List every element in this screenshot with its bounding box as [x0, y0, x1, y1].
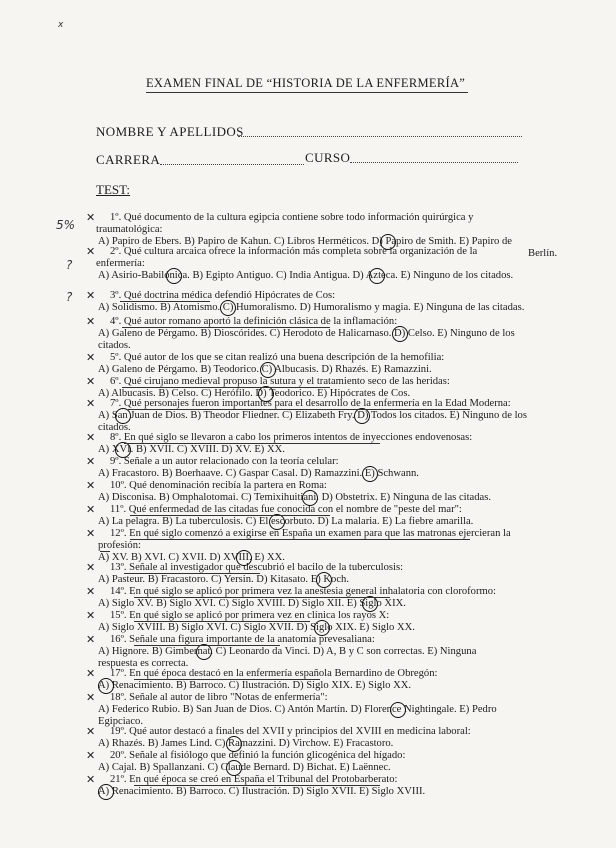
- question-text: 14º. En qué siglo se aplicó por primera vez la anestesia general inhalatoria con cloroformo:: [110, 586, 496, 597]
- question-line: A) Hignore. B) Gimbernat. C) Leonardo da Vinci. D) A, B y C son correctas. E) Ninguna: [98, 646, 477, 657]
- answer-circle-mark: [226, 736, 242, 752]
- handwritten-underline: [120, 301, 210, 302]
- question-line: A) Pasteur. B) Fracastoro. C) Yersin. D) Kitasato. E) Koch.: [98, 574, 349, 585]
- cross-mark-icon: ✕: [86, 375, 96, 388]
- cross-mark-icon: ✕: [86, 633, 96, 646]
- question-text: 16º. Señale una figura importante de la anatomía prevesaliana:: [110, 634, 375, 645]
- handwritten-underline: [122, 387, 330, 388]
- answer-circle-mark: [314, 620, 330, 636]
- question-text: 11º. Qué enfermedad de las citadas fue conocida con el nombre de "peste del mar":: [110, 504, 462, 515]
- answer-circle-mark: [316, 572, 332, 588]
- question-text: 8º. En qué siglo se llevaron a cabo los primeros intentos de inyecciones endovenosas:: [110, 432, 473, 443]
- answer-circle-mark: [354, 408, 370, 424]
- question-line: Egipciaco.: [98, 716, 144, 727]
- cross-mark-icon: ✕: [86, 397, 96, 410]
- question-text: 4º. Qué autor romano aportó la definición clásica de la inflamación:: [110, 316, 398, 327]
- answer-circle-mark: [226, 760, 242, 776]
- question-text: 21º. En qué época se creó en España el Tribunal del Protobarberato:: [110, 774, 398, 785]
- question-line: A) XV. B) XVI. C) XVII. D) XVIII. E) XX.: [98, 552, 285, 563]
- question-line: A) Fracastoro. B) Boerhaave. C) Gaspar Casal. D) Ramazzini. E) Schwann.: [98, 468, 419, 479]
- answer-circle-mark: [220, 300, 236, 316]
- cross-mark-icon: ✕: [86, 585, 96, 598]
- question-text: 6º. Qué cirujano medieval propuso la sutura y el tratamiento seco de las heridas:: [110, 376, 450, 387]
- question-line: profesión:: [98, 540, 141, 551]
- question-line: respuesta es correcta.: [98, 658, 189, 669]
- question-line: enfermería:: [96, 258, 145, 269]
- margin-question-mark: ?: [66, 290, 73, 304]
- answer-circle-mark: [98, 784, 114, 800]
- question-text: 9º. Señale a un autor relacionado con la teoría celular:: [110, 456, 339, 467]
- question-text: 19º. Qué autor destacó a finales del XVII y principios del XVIII en medicina laboral:: [110, 726, 471, 737]
- answer-circle-mark: [380, 234, 396, 250]
- question-text: 10º. Qué denominación recibía la partera en Roma:: [110, 480, 327, 491]
- question-text: 5º. Qué autor de los que se citan realizó una buena descripción de la hemofilia:: [110, 352, 445, 363]
- cross-mark-icon: ✕: [86, 211, 96, 224]
- question-line: A) Siglo XV. B) Siglo XVI. C) Siglo XVIII. D) Siglo XII. E) Siglo XIX.: [98, 598, 406, 609]
- answer-circle-mark: [362, 596, 378, 612]
- handwritten-underline: [134, 645, 280, 646]
- question-text: 20º. Señale al fisiólogo que definió la función glicogénica del hígado:: [110, 750, 406, 761]
- handwritten-underline: [124, 573, 260, 574]
- answer-circle-mark: [98, 678, 114, 694]
- question-line: traumatológica:: [96, 224, 163, 235]
- cross-mark-icon: ✕: [86, 351, 96, 364]
- answer-circle-mark: [166, 268, 182, 284]
- cross-mark-icon: ✕: [86, 503, 96, 516]
- question-line: A) Renacimiento. B) Barroco. C) Ilustración. D) Siglo XIX. E) Siglo XX.: [98, 680, 412, 691]
- cross-mark-icon: ✕: [86, 315, 96, 328]
- cross-mark-icon: ✕: [86, 527, 96, 540]
- cross-mark-icon: ✕: [86, 773, 96, 786]
- cross-mark-icon: ✕: [86, 479, 96, 492]
- answer-circle-mark: [258, 386, 274, 402]
- question-line: A) Federico Rubio. B) San Juan de Dios. C) Antón Martín. D) Florence Nightingale. E) Pedro: [98, 704, 497, 715]
- question-line: A) Solidismo. B) Atomismo. C) Humoralismo. D) Humoralismo y magia. E) Ninguna de las citadas.: [98, 302, 525, 313]
- question-line: A) Rhazés. B) James Lind. C) Ramazzini. D) Virchow. E) Fracastoro.: [98, 738, 394, 749]
- answer-circle-mark: [269, 514, 285, 530]
- question-line: A) Disconisa. B) Omphalotomai. C) Temixihuitiani. D) Obstetrix. E) Ninguna de las citadas.: [98, 492, 492, 503]
- answer-circle-mark: [392, 326, 408, 342]
- career-label: CARRERA: [96, 152, 161, 167]
- test-label: TEST:: [96, 182, 131, 197]
- question-line: A) Asirio-Babilónica. B) Egipto Antiguo. C) India Antigua. D) Azteca. E) Ninguno de los citados.: [98, 270, 514, 281]
- answer-circle-mark: [260, 362, 276, 378]
- answer-circle-mark: [115, 408, 131, 424]
- handwritten-underline: [122, 327, 330, 328]
- question-text: 12º. En qué siglo comenzó a exigirse en España un examen para que las matronas ejercieran la: [110, 528, 511, 539]
- cross-mark-icon: ✕: [86, 749, 96, 762]
- answer-circle-mark: [390, 702, 406, 718]
- handwritten-underline: [124, 443, 380, 444]
- answer-circle-mark: [115, 442, 131, 458]
- question-text: 18º. Señale al autor de libro "Notas de enfermería":: [110, 692, 328, 703]
- question-line: A) XVI. B) XVII. C) XVIII. D) XV. E) XX.: [98, 444, 285, 455]
- handwritten-underline: [134, 679, 320, 680]
- answer-circle-mark: [369, 268, 385, 284]
- handwritten-underline: [134, 621, 310, 622]
- question-text: 13º. Señale al investigador que descubrió el bacilo de la tuberculosis:: [110, 562, 404, 573]
- question-line: Berlín.: [528, 248, 558, 259]
- question-line: A) Galeno de Pérgamo. B) Dioscórides. C) Herodoto de Halicarnaso. D) Celso. E) Ninguno de los: [98, 328, 515, 339]
- course-label: CURSO: [305, 150, 351, 165]
- question-line: A) La pelagra. B) La tuberculosis. C) El escorbuto. D) La malaria. E) La fiebre amarilla.: [98, 516, 474, 527]
- handwritten-underline: [134, 785, 380, 786]
- margin-question-mark: ?: [66, 258, 73, 272]
- name-label: NOMBRE Y APELLIDOS: [96, 124, 244, 139]
- cross-mark-icon: ✕: [86, 245, 96, 258]
- question-text: 17º. En qué época destacó en la enfermería española Bernardino de Obregón:: [110, 668, 438, 679]
- question-text: 7º. Qué personajes fueron importantes para el desarrollo de la enfermería en la Edad Moderna:: [110, 398, 511, 409]
- cross-mark-icon: ✕: [86, 667, 96, 680]
- question-line: A) Albucasis. B) Celso. C) Herófilo. D) Teodorico. E) Hipócrates de Cos.: [98, 388, 411, 399]
- question-line: citados.: [98, 422, 131, 433]
- answer-circle-mark: [362, 466, 378, 482]
- handwritten-underline: [134, 597, 390, 598]
- question-line: A) Siglo XVIII. B) Siglo XVI. C) Siglo XVII. D) Siglo XIX. E) Siglo XX.: [98, 622, 415, 633]
- question-line: A) Cajal. B) Spallanzani. C) Claude Bernard. D) Bichat. E) Laënnec.: [98, 762, 391, 773]
- handwritten-underline: [128, 409, 470, 410]
- answer-circle-mark: [236, 550, 252, 566]
- cross-mark-icon: ✕: [86, 691, 96, 704]
- question-line: citados.: [98, 340, 131, 351]
- answer-circle-mark: [302, 490, 318, 506]
- question-line: A) San Juan de Dios. B) Theodor Fliedner. C) Elizabeth Fry. D) Todos los citados. E) Ninguno de los: [98, 410, 527, 421]
- cross-mark-icon: ✕: [86, 561, 96, 574]
- handwritten-underline: [100, 551, 110, 552]
- margin-score-mark: 5%: [56, 218, 76, 232]
- answer-circle-mark: [196, 644, 212, 660]
- cross-mark-icon: ✕: [86, 431, 96, 444]
- cross-mark-icon: ✕: [86, 609, 96, 622]
- cross-mark-icon: ✕: [86, 725, 96, 738]
- cross-mark-icon: ✕: [86, 289, 96, 302]
- question-text: 3º. Qué doctrina médica defendió Hipócrates de Cos:: [110, 290, 336, 301]
- exam-title: EXAMEN FINAL DE “HISTORIA DE LA ENFERMERÍA”: [146, 76, 466, 90]
- question-text: 1º. Qué documento de la cultura egipcia contiene sobre todo información quirúrgica y: [110, 212, 474, 223]
- question-line: A) Papiro de Ebers. B) Papiro de Kahun. C) Libros Herméticos. D) Papiro de Smith. E) Papiro de: [98, 236, 512, 247]
- handwritten-underline: [130, 515, 330, 516]
- question-line: A) Galeno de Pérgamo. B) Teodorico. C) Albucasis. D) Rhazés. E) Ramazzini.: [98, 364, 432, 375]
- question-line: A) Renacimiento. B) Barroco. C) Ilustración. D) Siglo XVII. E) Siglo XVIII.: [98, 786, 426, 797]
- question-text: 15º. En qué siglo se aplicó por primera vez en clínica los rayos X:: [110, 610, 390, 621]
- corner-mark: x: [58, 20, 64, 30]
- question-text: 2º. Qué cultura arcaica ofrece la información más completa sobre la organización de la: [110, 246, 478, 257]
- handwritten-underline: [130, 539, 470, 540]
- cross-mark-icon: ✕: [86, 455, 96, 468]
